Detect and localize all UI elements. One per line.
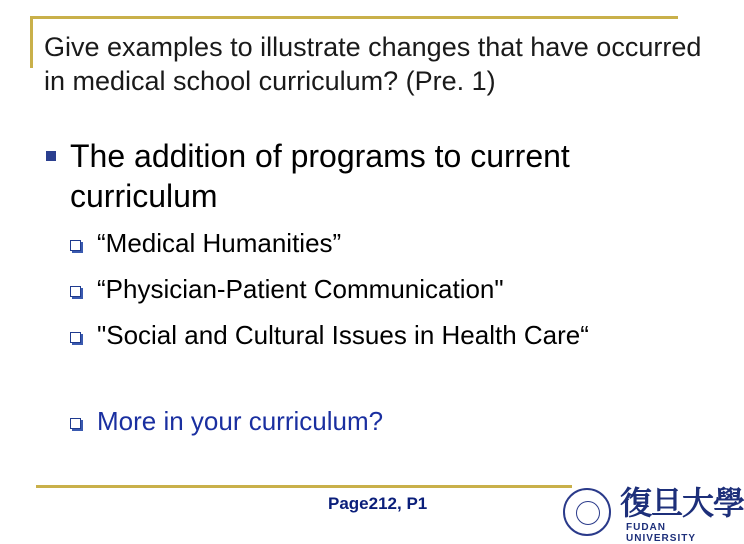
sub-bullet-text: More in your curriculum?	[97, 406, 384, 436]
sub-bullet-text: "Social and Cultural Issues in Health Care“	[97, 320, 589, 350]
sub-bullet-text: “Physician-Patient Communication"	[97, 274, 504, 304]
university-logo-english: FUDAN UNIVERSITY	[626, 522, 697, 544]
box-bullet-icon	[70, 240, 81, 251]
sub-bullet-1	[70, 226, 670, 260]
box-bullet-icon	[70, 418, 81, 429]
university-logo-chinese: 復旦大學	[620, 484, 744, 522]
main-bullet	[44, 136, 684, 216]
left-decorative-rule	[30, 16, 33, 68]
main-bullet-text: The addition of programs to current curriculum	[70, 138, 570, 214]
seal-inner-ring	[576, 501, 600, 525]
slide-title: Give examples to illustrate changes that have occurred in medical school curriculum? (Pre. 1)	[44, 32, 702, 96]
bottom-decorative-rule	[36, 485, 572, 488]
square-bullet-icon	[46, 151, 56, 161]
top-decorative-rule	[30, 16, 678, 19]
sub-bullet-3	[70, 318, 630, 352]
sub-bullet-text: “Medical Humanities”	[97, 228, 342, 258]
sub-bullet-2	[70, 272, 670, 306]
box-bullet-icon	[70, 286, 81, 297]
page-reference: Page212, P1	[328, 494, 428, 513]
box-bullet-icon	[70, 332, 81, 343]
sub-bullet-4	[70, 404, 670, 438]
university-seal-icon	[563, 488, 611, 536]
